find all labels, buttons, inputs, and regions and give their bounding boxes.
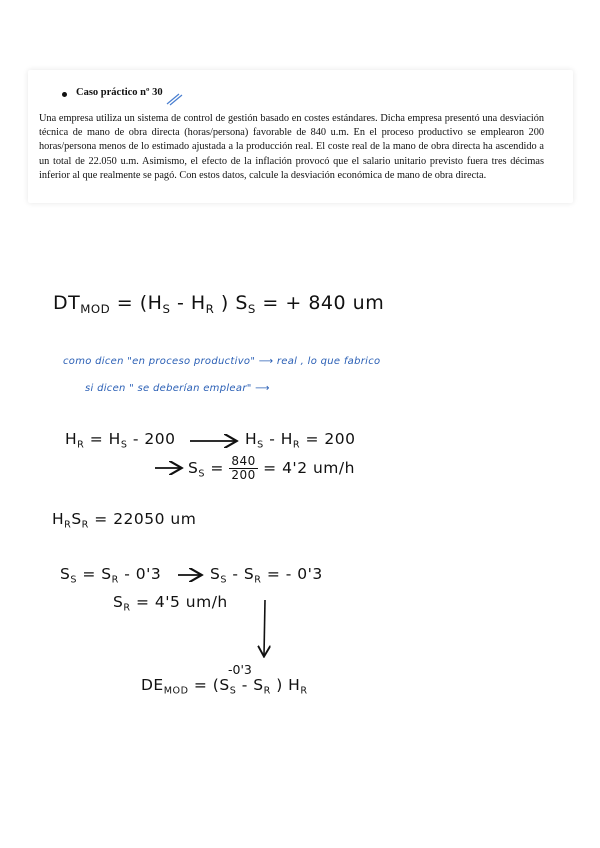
- ss-minus-sr: $S_S - S_R$ = - 0'3: [210, 565, 323, 586]
- hs-minus-hr: $H_S - H_R = 200$: [245, 430, 356, 451]
- ss-fraction: $S_S$ = $\frac{840}{200}$ = 4'2 um/h: [188, 454, 355, 482]
- arrow-down: [264, 600, 265, 655]
- case-title: Caso práctico nº 30: [76, 87, 163, 98]
- hr-equation: $H_R = H_S - 200$: [65, 430, 176, 451]
- dt-formula: $DT_{MOD} = (H_S - H_R$ ) $S_S$ = + 840 um: [53, 292, 385, 317]
- case-statement: Una empresa utiliza un sistema de control de gestión basado en costes estándares. Dicha empresa presentó una desviación técnica de mano de obra directa (horas/persona) favorable de 840 u.m. En el proceso productivo se emplearon 200 horas/persona menos de lo estimado ajustada a la producción real. El coste real de la mano de obra directa ha ascendido a un total de 22.050 u.m. Asimismo, el efecto de la inflación provocó que el salario unitario previsto fuera tres décimas inferior al que realmente se pagó. Con estos datos, calcule la desviación económica de mano de obra directa.: [39, 113, 544, 181]
- ss-sr-equation: $S_S = S_R - 0'3$: [60, 565, 162, 586]
- de-formula: $DE_{MOD} = (S_S - S_R$ ) $H_R$: [141, 676, 308, 697]
- sr-value: $S_R = 4'5$ um/h: [113, 593, 228, 614]
- hr-sr-equation: $H_RS_R = 22050$ um: [52, 510, 197, 531]
- blue-note-line2: si dicen " se deberían emplear" ⟶: [85, 383, 270, 394]
- de-overscript: -0'3: [228, 662, 252, 677]
- blue-note-line1: como dicen "en proceso productivo" ⟶ real , lo que fabrico: [63, 356, 381, 367]
